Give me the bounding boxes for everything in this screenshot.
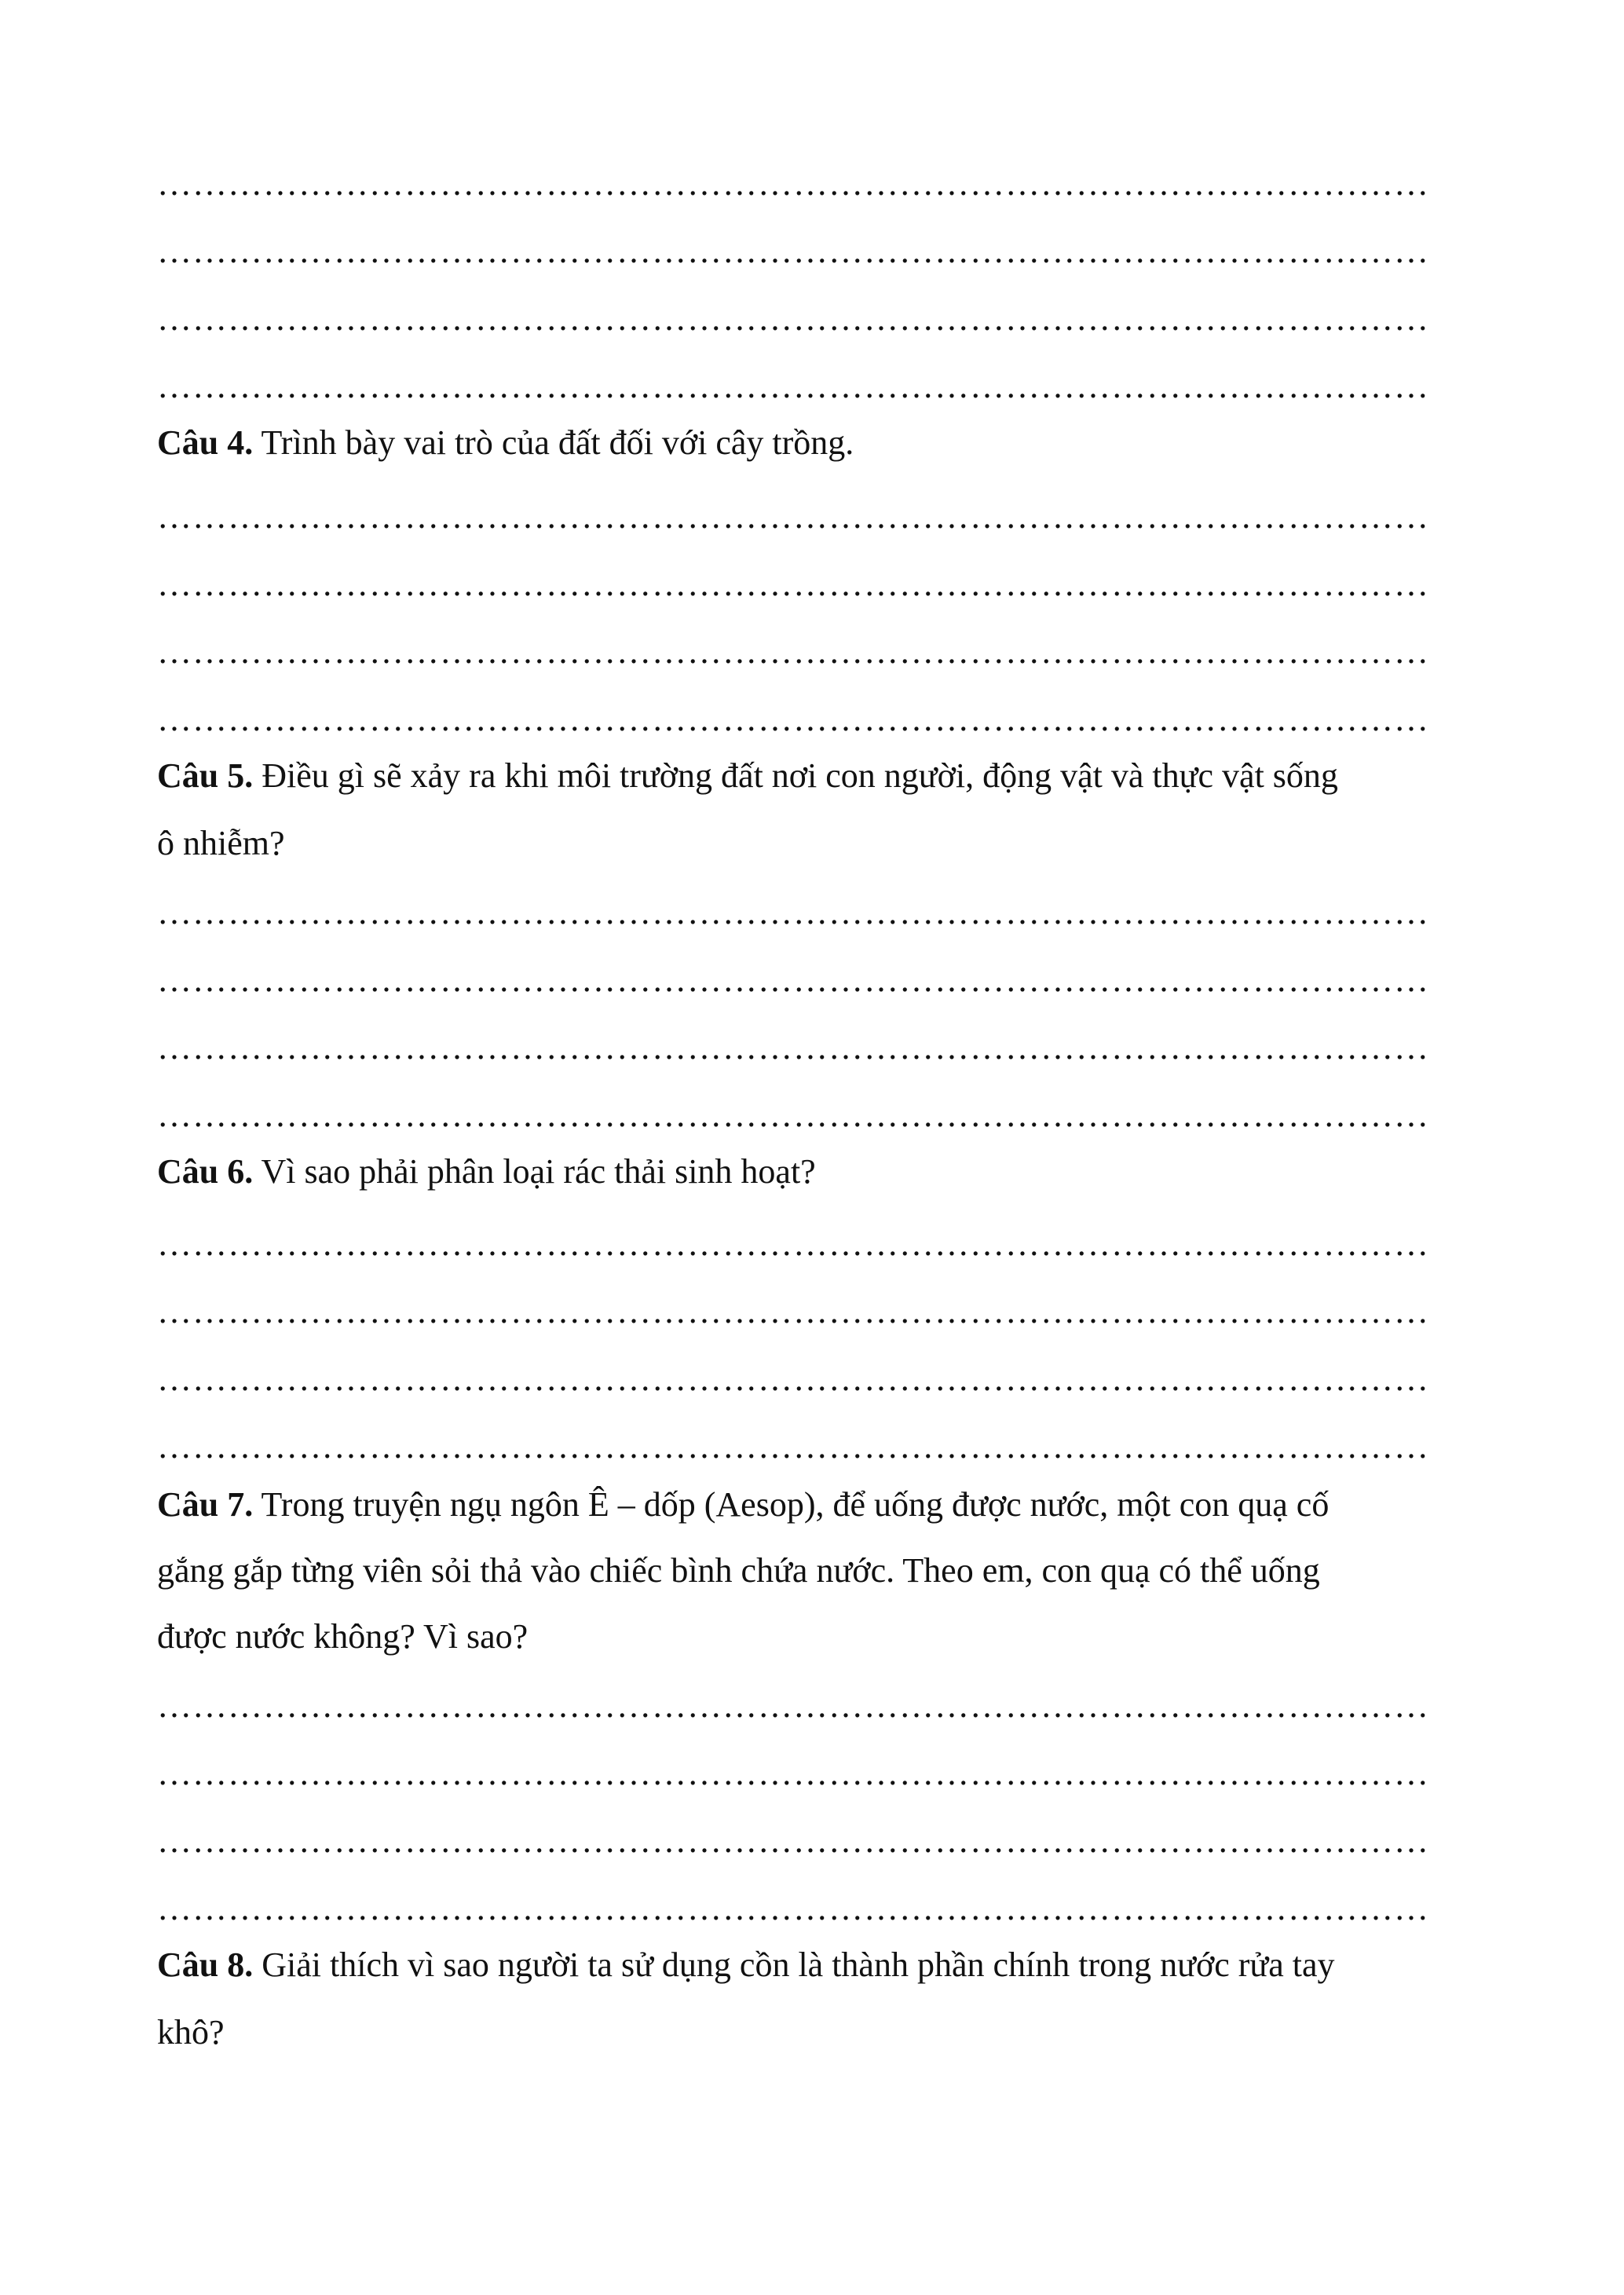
answer-line: ………………………………………………………………………………………………: [157, 1821, 1429, 1860]
question-label: Câu 5.: [157, 756, 254, 795]
question-5-continuation: [157, 822, 1476, 866]
answer-line: ………………………………………………………………………………………………: [157, 1686, 1429, 1725]
question-label: Câu 6.: [157, 1152, 254, 1191]
question-text: Trình bày vai trò của đất đối với cây trồng.: [261, 423, 854, 462]
question-text: gắng gắp từng viên sỏi thả vào chiếc bình chứa nước. Theo em, con quạ có thể uống: [157, 1551, 1320, 1590]
answer-line: ………………………………………………………………………………………………: [157, 1292, 1429, 1331]
answer-line: ………………………………………………………………………………………………: [157, 367, 1429, 405]
question-text: khô?: [157, 2013, 225, 2052]
question-4: [157, 421, 1476, 465]
answer-line: ………………………………………………………………………………………………: [157, 1028, 1429, 1067]
answer-line: ………………………………………………………………………………………………: [157, 893, 1429, 932]
question-7-continuation: [157, 1615, 1476, 1659]
answer-line: ………………………………………………………………………………………………: [157, 299, 1429, 338]
question-8-continuation: [157, 2011, 1476, 2055]
answer-line: ………………………………………………………………………………………………: [157, 232, 1429, 270]
question-label: Câu 7.: [157, 1485, 254, 1524]
answer-line: ………………………………………………………………………………………………: [157, 1096, 1429, 1134]
answer-line: ………………………………………………………………………………………………: [157, 1224, 1429, 1263]
question-label: Câu 8.: [157, 1945, 254, 1984]
answer-line: ………………………………………………………………………………………………: [157, 1360, 1429, 1398]
question-text: Điều gì sẽ xảy ra khi môi trường đất nơi con người, động vật và thực vật sống: [262, 756, 1338, 795]
answer-line: ………………………………………………………………………………………………: [157, 632, 1429, 671]
answer-line: ………………………………………………………………………………………………: [157, 497, 1429, 536]
question-6: [157, 1150, 1476, 1194]
answer-line: ………………………………………………………………………………………………: [157, 1427, 1429, 1466]
answer-line: ………………………………………………………………………………………………: [157, 1754, 1429, 1792]
answer-line: ………………………………………………………………………………………………: [157, 164, 1429, 203]
question-7: [157, 1483, 1476, 1527]
question-5: [157, 754, 1476, 798]
question-label: Câu 4.: [157, 423, 254, 462]
answer-line: ………………………………………………………………………………………………: [157, 1889, 1429, 1927]
answer-line: ………………………………………………………………………………………………: [157, 565, 1429, 603]
question-text: ô nhiễm?: [157, 824, 285, 862]
question-7-continuation: [157, 1549, 1476, 1593]
question-text: Giải thích vì sao người ta sử dụng cồn là thành phần chính trong nước rửa tay: [262, 1945, 1335, 1984]
question-text: được nước không? Vì sao?: [157, 1617, 529, 1656]
question-8: [157, 1943, 1476, 1987]
answer-line: ………………………………………………………………………………………………: [157, 961, 1429, 999]
question-text: Vì sao phải phân loại rác thải sinh hoạt?: [261, 1152, 816, 1191]
answer-line: ………………………………………………………………………………………………: [157, 700, 1429, 738]
question-text: Trong truyện ngụ ngôn Ê – dốp (Aesop), để uống được nước, một con quạ cố: [261, 1485, 1330, 1524]
